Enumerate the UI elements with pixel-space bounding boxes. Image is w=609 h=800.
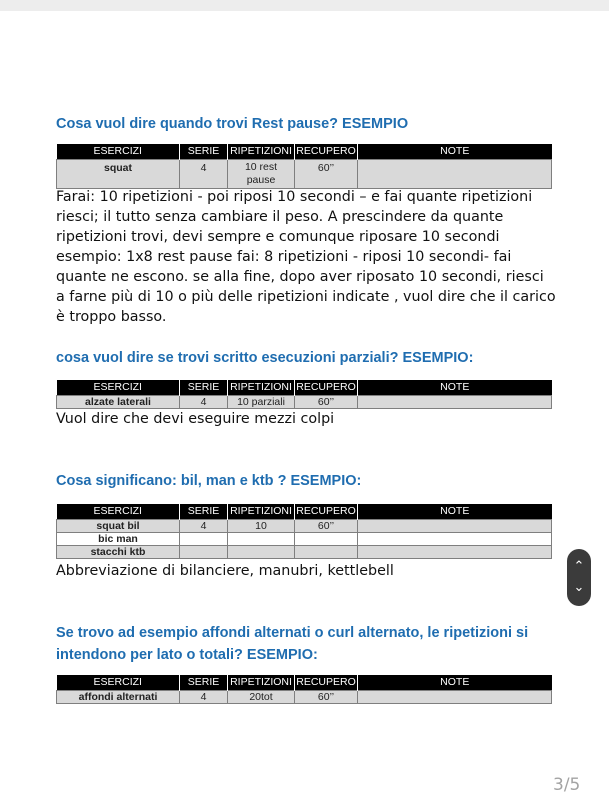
cell-serie: 4 xyxy=(180,396,228,409)
cell-note xyxy=(358,691,552,704)
cell-ripetizioni: 10 xyxy=(228,520,295,533)
chevron-up-icon[interactable]: ⌃ xyxy=(573,559,585,574)
section-heading-parziali: cosa vuol dire se trovi scritto esecuzioni parziali? ESEMPIO: xyxy=(56,350,474,366)
cell-ripetizioni xyxy=(228,533,295,546)
col-serie: SERIE xyxy=(180,504,228,520)
cell-ripetizioni: 10 parziali xyxy=(228,396,295,409)
col-serie: SERIE xyxy=(180,675,228,691)
table-row xyxy=(57,546,552,559)
scroll-control[interactable] xyxy=(567,549,591,606)
cell-recupero: 60’’ xyxy=(295,160,358,189)
section-heading-alternati: Se trovo ad esempio affondi alternati o curl alternato, le ripetizioni si intendono per lato o totali? ESEMPIO: xyxy=(56,625,529,663)
col-recupero: RECUPERO xyxy=(295,380,358,396)
cell-esercizio: stacchi ktb xyxy=(57,546,180,559)
table-row xyxy=(57,396,552,409)
col-ripetizioni: RIPETIZIONI xyxy=(228,504,295,520)
table-header-row xyxy=(57,144,552,160)
table-header-row xyxy=(57,675,552,691)
col-note: NOTE xyxy=(358,380,552,396)
table-header-row xyxy=(57,504,552,520)
col-recupero: RECUPERO xyxy=(295,144,358,160)
col-esercizi: ESERCIZI xyxy=(57,504,180,520)
cell-esercizio: alzate laterali xyxy=(57,396,180,409)
cell-esercizio: squat bil xyxy=(57,520,180,533)
col-recupero: RECUPERO xyxy=(295,675,358,691)
col-esercizi: ESERCIZI xyxy=(57,144,180,160)
cell-ripetizioni xyxy=(228,546,295,559)
cell-esercizio: squat xyxy=(57,160,180,189)
cell-serie xyxy=(180,546,228,559)
col-recupero: RECUPERO xyxy=(295,504,358,520)
cell-recupero: 60’’ xyxy=(295,691,358,704)
col-ripetizioni: RIPETIZIONI xyxy=(228,380,295,396)
cell-serie: 4 xyxy=(180,160,228,189)
explanation-rest-pause: Farai: 10 ripetizioni - poi riposi 10 secondi – e fai quante ripetizioni riesci; il tutto senza cambiare il peso. A prescindere da quante ripetizioni trovi, devi sempre e comunque riposare 10 secondi esempio: 1x8 rest pause fai: 8 ripetizioni - riposi 10 secondi- fai quante ne escono. se alla fine, dopo aver riposato 10 secondi, riesci a farne più di 10 o più delle ripetizioni indicate , vuol dire che il carico è troppo basso. xyxy=(56,189,556,325)
cell-recupero xyxy=(295,546,358,559)
table-parziali xyxy=(56,380,552,409)
col-note: NOTE xyxy=(358,675,552,691)
cell-ripetizioni: 20tot xyxy=(228,691,295,704)
col-serie: SERIE xyxy=(180,380,228,396)
col-note: NOTE xyxy=(358,504,552,520)
section-heading-abbreviazioni: Cosa significano: bil, man e ktb ? ESEMPIO: xyxy=(56,473,362,489)
cell-serie: 4 xyxy=(180,520,228,533)
chevron-down-icon[interactable]: ⌄ xyxy=(573,580,585,595)
cell-note xyxy=(358,160,552,189)
top-strip xyxy=(0,0,609,11)
cell-serie: 4 xyxy=(180,691,228,704)
table-row xyxy=(57,520,552,533)
cell-note xyxy=(358,520,552,533)
col-note: NOTE xyxy=(358,144,552,160)
section-heading-rest-pause: Cosa vuol dire quando trovi Rest pause? ESEMPIO xyxy=(56,116,409,132)
cell-note xyxy=(358,546,552,559)
table-header-row xyxy=(57,380,552,396)
cell-recupero xyxy=(295,533,358,546)
table-row xyxy=(57,160,552,189)
cell-esercizio: bic man xyxy=(57,533,180,546)
col-esercizi: ESERCIZI xyxy=(57,380,180,396)
explanation-abbreviazioni: Abbreviazione di bilanciere, manubri, kettlebell xyxy=(56,563,394,579)
table-row xyxy=(57,691,552,704)
cell-recupero: 60’’ xyxy=(295,396,358,409)
col-ripetizioni: RIPETIZIONI xyxy=(228,675,295,691)
cell-serie xyxy=(180,533,228,546)
cell-note xyxy=(358,396,552,409)
cell-esercizio: affondi alternati xyxy=(57,691,180,704)
table-row xyxy=(57,533,552,546)
col-serie: SERIE xyxy=(180,144,228,160)
page-indicator: 3/5 xyxy=(553,775,581,795)
col-ripetizioni: RIPETIZIONI xyxy=(228,144,295,160)
cell-note xyxy=(358,533,552,546)
explanation-parziali: Vuol dire che devi eseguire mezzi colpi xyxy=(56,411,335,427)
col-esercizi: ESERCIZI xyxy=(57,675,180,691)
table-rest-pause xyxy=(56,144,552,189)
table-abbreviazioni xyxy=(56,504,552,559)
cell-recupero: 60’’ xyxy=(295,520,358,533)
cell-ripetizioni: 10 rest pause xyxy=(228,160,295,189)
table-alternati xyxy=(56,675,552,704)
